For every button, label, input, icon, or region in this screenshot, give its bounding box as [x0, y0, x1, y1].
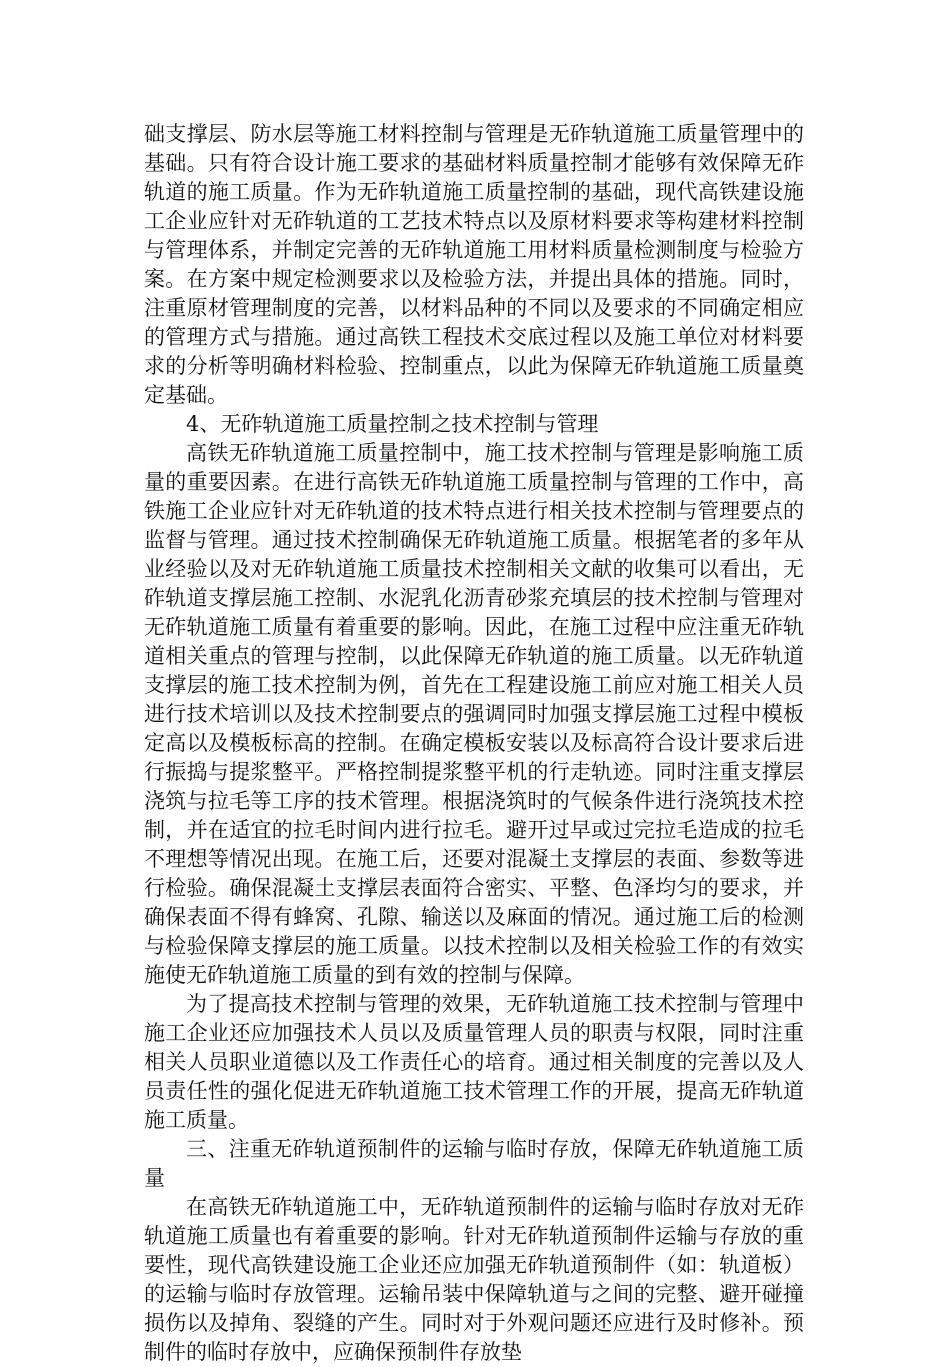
section-heading-3: 三、注重无砟轨道预制件的运输与临时存放，保障无砟轨道施工质量 — [144, 1137, 804, 1190]
paragraph-management-effect: 为了提高技术控制与管理的效果，无砟轨道施工技术控制与管理中施工企业还应加强技术人员以及质量管理人员的职责与权限，同时注重相关人员职业道德以及工作责任心的培育。通过相关制度的完善以及人员责任性的强化促进无砟轨道施工技术管理工作的开展，提高无砟轨道施工质量。 — [144, 992, 804, 1132]
section-heading-4: 4、无砟轨道施工质量控制之技术控制与管理 — [186, 412, 599, 436]
paragraph-prefab-transport: 在高铁无砟轨道施工中，无砟轨道预制件的运输与临时存放对无砟轨道施工质量也有着重要的影响。针对无砟轨道预制件运输与存放的重要性，现代高铁建设施工企业还应加强无砟轨道预制件（如：轨道板）的运输与临时存放管理。运输吊装中保障轨道与之间的完整、避开碰撞损伤以及掉角、裂缝的产生。同时对于外观问题还应进行及时修补。预制件的临时存放中，应确保预制件存放垫 — [144, 1195, 804, 1364]
paragraph-technical-control: 高铁无砟轨道施工质量控制中，施工技术控制与管理是影响施工质量的重要因素。在进行高铁无砟轨道施工质量控制与管理的工作中，高铁施工企业应针对无砟轨道的技术特点进行相关技术控制与管理要点的监督与管理。通过技术控制确保无砟轨道施工质量。根据笔者的多年从业经验以及对无砟轨道施工质量技术控制相关文献的收集可以看出，无砟轨道支撑层施工控制、水泥乳化沥青砂浆充填层的技术控制与管理对无砟轨道施工质量有着重要的影响。因此，在施工过程中应注重无砟轨道相关重点的管理与控制，以此保障无砟轨道的施工质量。以无砟轨道支撑层的施工技术控制为例，首先在工程建设施工前应对施工相关人员进行技术培训以及技术控制要点的强调同时加强支撑层施工过程中模板定高以及模板标高的控制。在确定模板安装以及标高符合设计要求后进行振捣与提浆整平。严格控制提浆整平机的行走轨迹。同时注重支撑层浇筑与拉毛等工序的技术管理。根据浇筑时的气候条件进行浇筑技术控制，并在适宜的拉毛时间内进行拉毛。避开过早或过完拉毛造成的拉毛不理想等情况出现。在施工后，还要对混凝土支撑层的表面、参数等进行检验。确保混凝土支撑层表面符合密实、平整、色泽均匀的要求，并确保表面不得有蜂窝、孔隙、输送以及麻面的情况。通过施工后的检测与检验保障支撑层的施工质量。以技术控制以及相关检验工作的有效实施使无砟轨道施工质量的到有效的控制与保障。 — [144, 441, 804, 987]
body-text — [144, 120, 804, 1367]
paragraph-materials-control: 础支撑层、防水层等施工材料控制与管理是无砟轨道施工质量管理中的基础。只有符合设计施工要求的基础材料质量控制才能够有效保障无砟轨道的施工质量。作为无砟轨道施工质量控制的基础，现代高铁建设施工企业应针对无砟轨道的工艺技术特点以及原材料要求等构建材料控制与管理体系，并制定完善的无砟轨道施工用材料质量检测制度与检验方案。在方案中规定检测要求以及检验方法，并提出具体的措施。同时，注重原材管理制度的完善，以材料品种的不同以及要求的不同确定相应的管理方式与措施。通过高铁工程技术交底过程以及施工单位对材料要求的分析等明确材料检验、控制重点，以此为保障无砟轨道施工质量奠定基础。 — [144, 122, 804, 407]
